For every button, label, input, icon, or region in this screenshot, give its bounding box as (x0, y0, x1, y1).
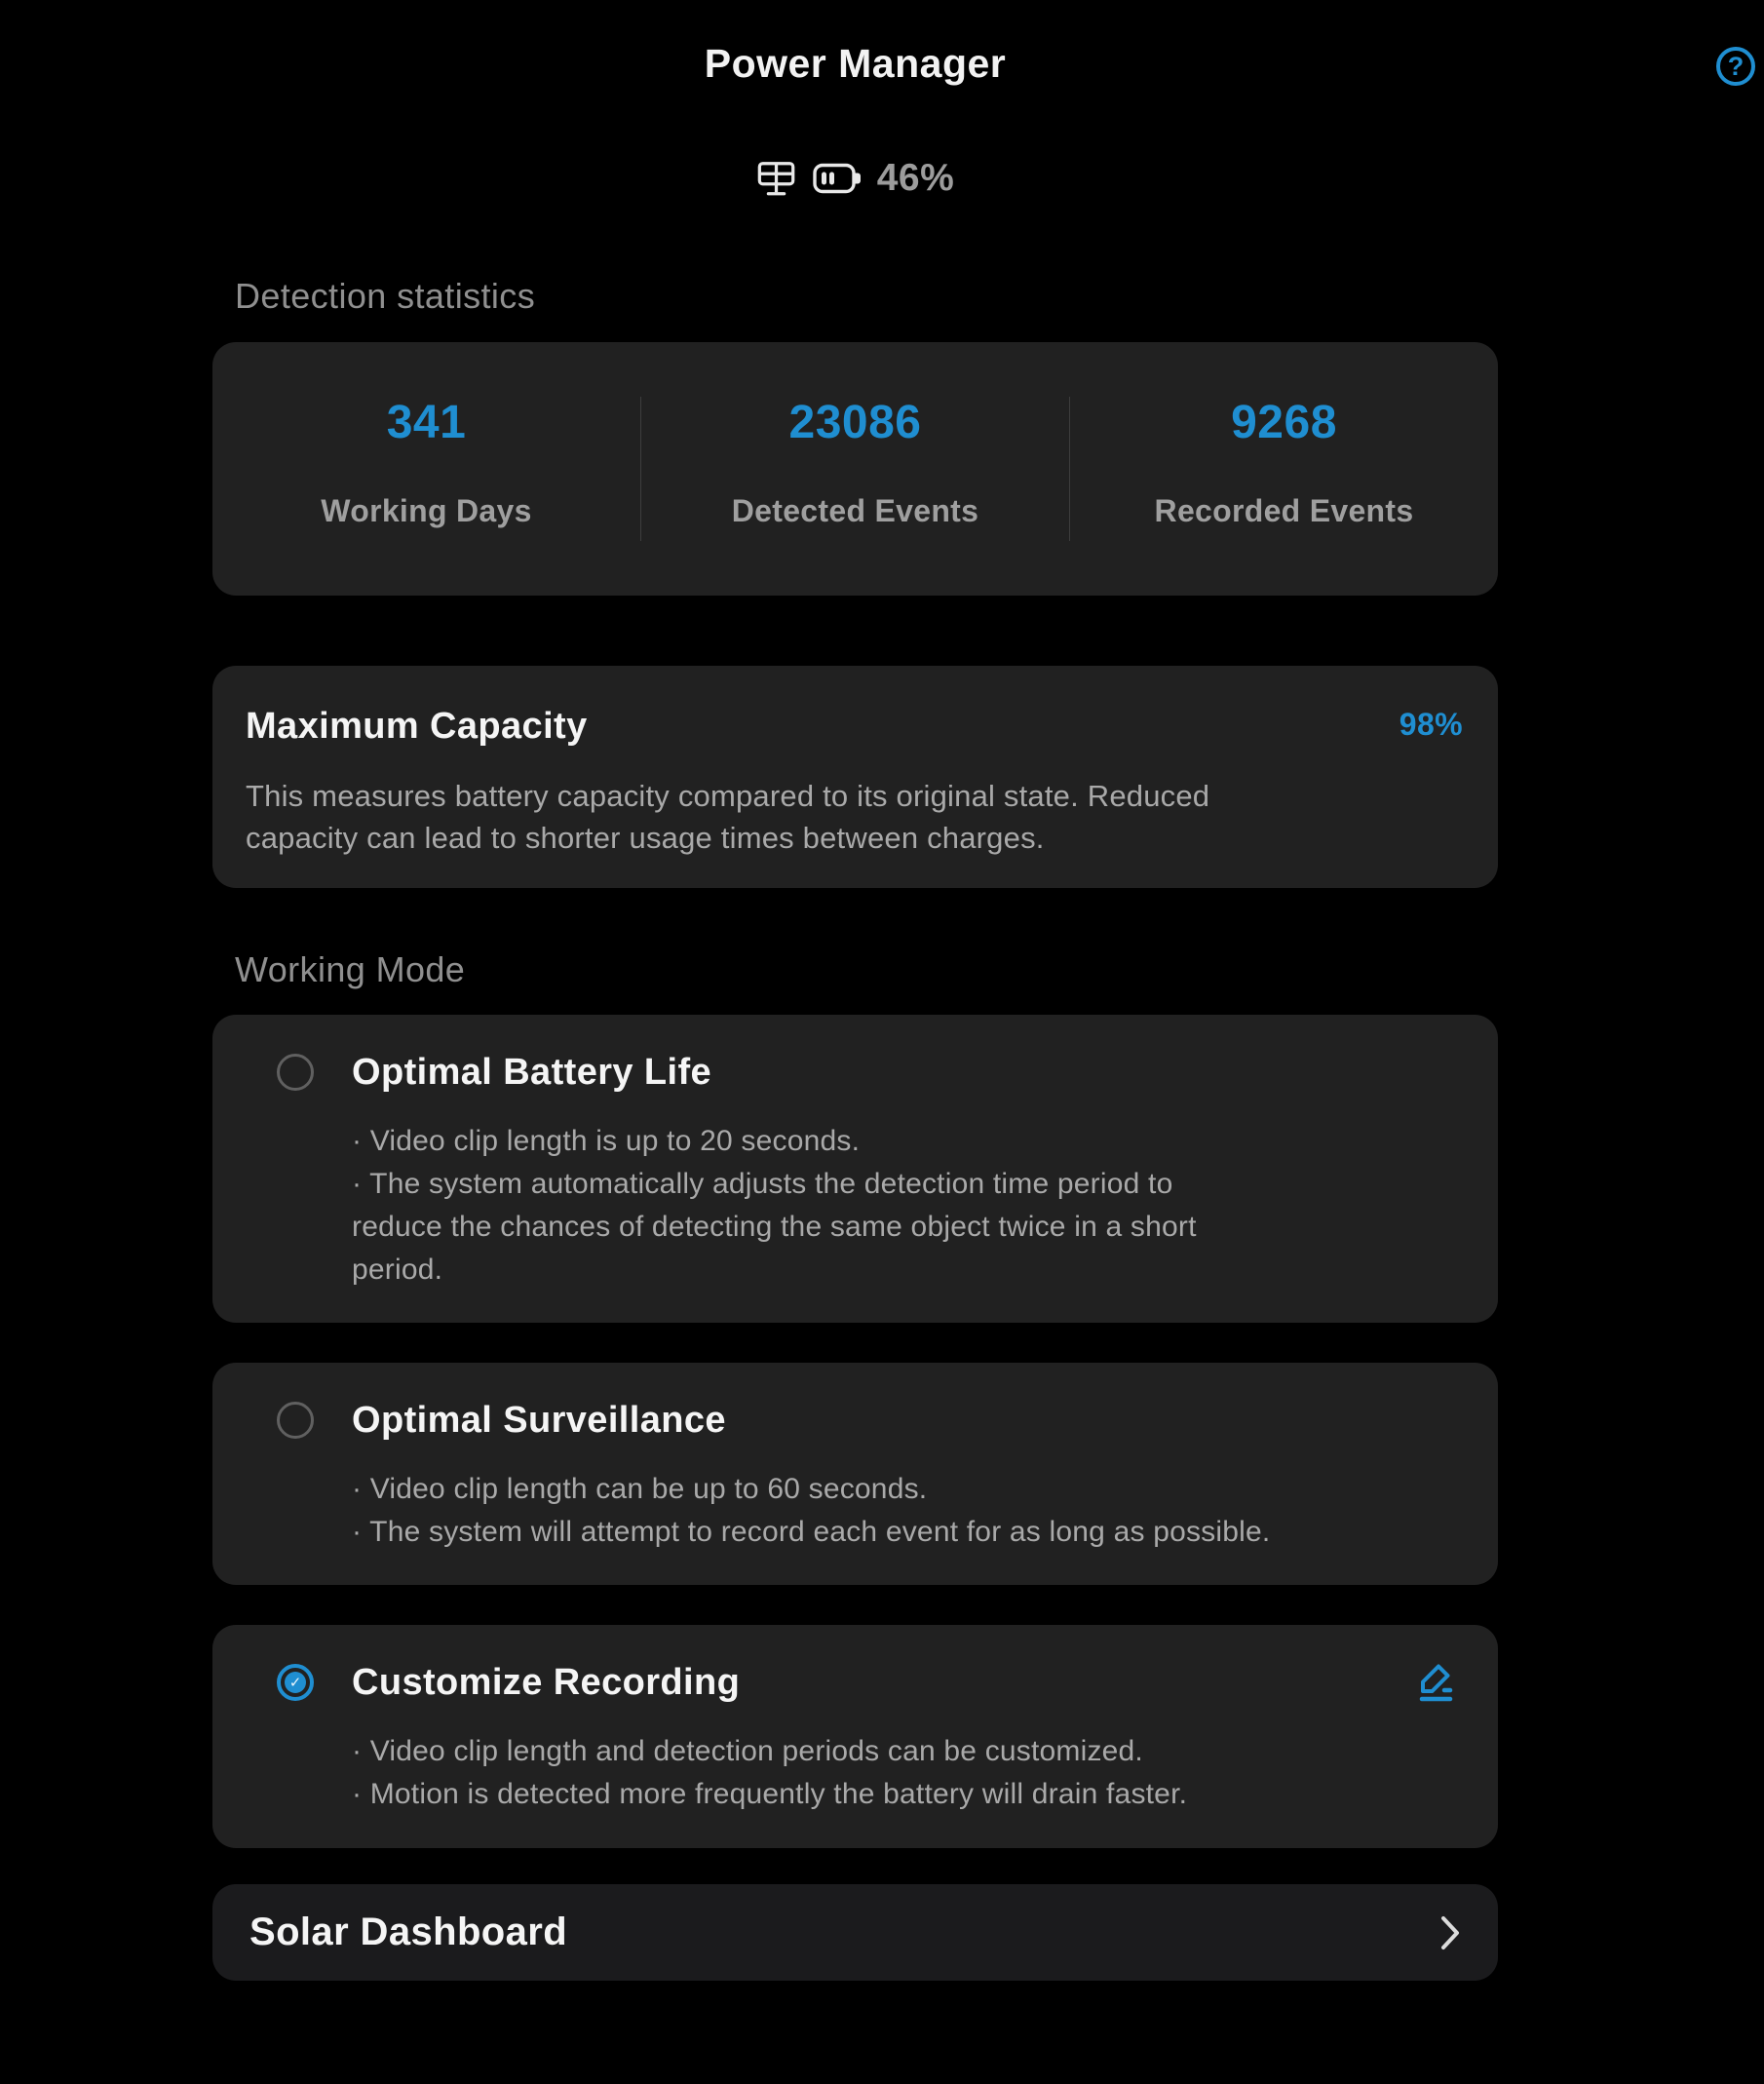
battery-icon (813, 162, 862, 195)
header (212, 0, 1745, 86)
chevron-right-icon (1439, 1914, 1461, 1951)
stat-label: Recorded Events (1154, 493, 1414, 528)
stat-label: Working Days (321, 493, 532, 528)
option-bullet: · The system will attempt to record each event for as long as possible. (352, 1516, 1271, 1548)
option-optimal-battery-life[interactable] (212, 1015, 1498, 1323)
stat-working-days (212, 342, 640, 596)
option-body (352, 1050, 1459, 1292)
maximum-capacity-value: 98% (1399, 707, 1463, 742)
radio-unselected[interactable] (277, 1402, 314, 1439)
stat-label: Detected Events (731, 493, 979, 528)
maximum-capacity-description: This measures battery capacity compared to its original state. Reduced capacity can lead to shorter usage times between charges. (246, 779, 1210, 855)
edit-pen-icon (1410, 1656, 1459, 1705)
option-bullet: · Video clip length is up to 20 seconds. (352, 1125, 861, 1157)
stat-value: 9268 (1231, 397, 1337, 448)
option-description (352, 1120, 1268, 1292)
option-title: Optimal Battery Life (352, 1052, 712, 1093)
check-icon: ✓ (285, 1672, 306, 1693)
detection-statistics-section-label: Detection statistics (235, 276, 536, 316)
working-mode-section-label: Working Mode (235, 949, 466, 989)
option-bullet: · Video clip length can be up to 60 seconds. (352, 1473, 928, 1505)
radio-selected[interactable] (277, 1664, 314, 1701)
stat-value: 341 (386, 397, 467, 448)
option-description (352, 1730, 1424, 1816)
option-body (352, 1660, 1459, 1817)
option-bullet: · Video clip length and detection periods can be customized. (352, 1735, 1143, 1767)
option-customize-recording[interactable] (212, 1625, 1498, 1848)
maximum-capacity-card (212, 666, 1498, 888)
page-title: Power Manager (704, 41, 1007, 86)
radio-unselected[interactable] (277, 1054, 314, 1091)
option-bullet: · Motion is detected more frequently the battery will drain faster. (352, 1778, 1188, 1810)
option-optimal-surveillance[interactable] (212, 1363, 1498, 1585)
battery-percent: 46% (876, 157, 955, 199)
edit-button[interactable] (1410, 1656, 1459, 1705)
option-title: Customize Recording (352, 1662, 741, 1703)
help-button[interactable] (1716, 47, 1755, 86)
option-title: Optimal Surveillance (352, 1400, 726, 1441)
option-description (352, 1468, 1424, 1554)
solar-panel-icon (756, 158, 797, 199)
power-status (212, 154, 1498, 203)
detection-statistics-card (212, 342, 1498, 596)
maximum-capacity-title: Maximum Capacity (246, 706, 588, 747)
question-mark-icon: ? (1727, 51, 1745, 81)
stat-recorded-events (1070, 342, 1498, 596)
solar-dashboard-row[interactable] (212, 1884, 1498, 1981)
stat-value: 23086 (788, 397, 922, 448)
option-bullet: · The system automatically adjusts the detection time period to reduce the chances of detecting the same object twice in a short period. (352, 1168, 1197, 1286)
stat-detected-events (641, 342, 1069, 596)
option-body (352, 1398, 1459, 1554)
solar-dashboard-label: Solar Dashboard (249, 1910, 568, 1953)
